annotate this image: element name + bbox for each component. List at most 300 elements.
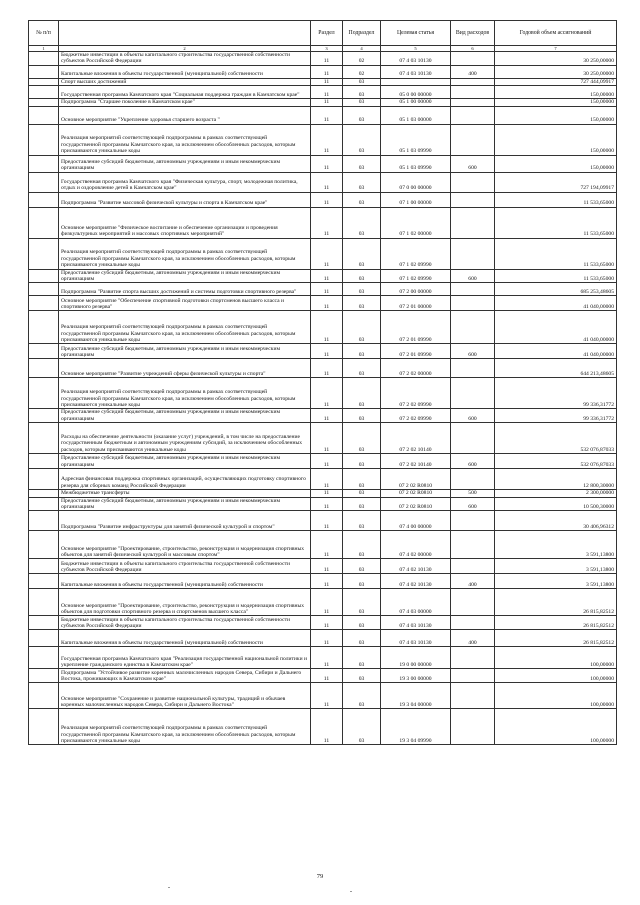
row-amount-cell: 26 815,82512 <box>495 589 617 616</box>
row-expense-type-cell <box>451 124 495 155</box>
table-row <box>29 616 617 630</box>
row-razdel-cell: 11 <box>311 683 343 709</box>
table-row <box>29 490 617 497</box>
row-name-cell: Бюджетные инвестиции в объекты капитального строительства государственной собственности субъектов Российской Федерации <box>59 616 311 630</box>
row-expense-type-cell <box>451 207 495 238</box>
table-row <box>29 423 617 454</box>
table-row <box>29 311 617 344</box>
row-name-cell: Основное мероприятие "Физическое воспитание и обеспечение организации и проведения физкультурных мероприятий и массовых спортивных мероприятий" <box>59 207 311 238</box>
row-name-cell: Предоставление субсидий бюджетным, автономным учреждениям и иным некоммерческим организациям <box>59 497 311 511</box>
table-row <box>29 124 617 155</box>
row-podrazdel-cell: 03 <box>343 423 381 454</box>
row-podrazdel-cell: 03 <box>343 616 381 630</box>
row-name-cell: Предоставление субсидий бюджетным, автономным учреждениям и иным некоммерческим организациям <box>59 344 311 359</box>
row-podrazdel-cell: 03 <box>343 86 381 99</box>
row-name-cell: Основное мероприятие "Развитие учреждений сферы физической культуры и спорта" <box>59 359 311 378</box>
column-number: 6 <box>451 46 495 52</box>
row-number-cell <box>29 124 59 155</box>
row-name-cell: Основное мероприятие "Проектирование, строительство, реконструкция и модернизация спортивных объектов для занятий физической культурой и массовым спортом" <box>59 531 311 559</box>
row-name-cell: Реализация мероприятий соответствующей подпрограммы в рамках соответствующей государственной программы Камчатского края, за исключением обособленных расходов, которым присваиваются уникальные коды <box>59 378 311 409</box>
row-expense-type-cell: 600 <box>451 155 495 172</box>
column-number: 2 <box>59 46 311 52</box>
row-expense-type-cell <box>451 172 495 192</box>
row-razdel-cell: 11 <box>311 709 343 745</box>
table-row <box>29 683 617 709</box>
row-razdel-cell: 11 <box>311 616 343 630</box>
table-row <box>29 192 617 207</box>
row-number-cell <box>29 423 59 454</box>
row-amount-cell: 41 040,00000 <box>495 296 617 311</box>
column-number: 1 <box>29 46 59 52</box>
row-name-cell: Спорт высших достижений <box>59 78 311 85</box>
row-razdel-cell: 11 <box>311 207 343 238</box>
row-number-cell <box>29 589 59 616</box>
row-number-cell <box>29 574 59 589</box>
row-target-article-cell: 05 1 03 09990 <box>381 124 451 155</box>
row-name-cell: Бюджетные инвестиции в объекты капитального строительства государственной собственности субъектов Российской Федерации <box>59 559 311 574</box>
row-amount-cell: 11 533,65000 <box>495 238 617 269</box>
row-number-cell <box>29 106 59 124</box>
row-target-article-cell: 07 2 02 00000 <box>381 359 451 378</box>
row-amount-cell: 3 591,13800 <box>495 574 617 589</box>
row-name-cell: Капитальные вложения в объекты государственной (муниципальной) собственности <box>59 65 311 78</box>
row-amount-cell: 100,00000 <box>495 669 617 683</box>
row-amount-cell: 100,00000 <box>495 709 617 745</box>
row-razdel-cell: 11 <box>311 155 343 172</box>
row-number-cell <box>29 192 59 207</box>
row-amount-cell: 41 040,00000 <box>495 311 617 344</box>
row-expense-type-cell <box>451 511 495 531</box>
row-name-cell: Реализация мероприятий соответствующей подпрограммы в рамках соответствующей государственной программы Камчатского края, за исключением обособленных расходов, которым присваиваются уникальные коды <box>59 709 311 745</box>
row-podrazdel-cell: 03 <box>343 409 381 423</box>
row-expense-type-cell <box>451 296 495 311</box>
row-razdel-cell: 11 <box>311 86 343 99</box>
row-expense-type-cell <box>451 359 495 378</box>
row-podrazdel-cell: 03 <box>343 511 381 531</box>
row-name-cell: Подпрограмма "Развитие массовой физической культуры и спорта в Камчатском крае" <box>59 192 311 207</box>
row-target-article-cell: 07 2 02 09990 <box>381 378 451 409</box>
row-number-cell <box>29 531 59 559</box>
row-amount-cell: 727 194,09917 <box>495 172 617 192</box>
table-row <box>29 283 617 296</box>
row-podrazdel-cell: 03 <box>343 669 381 683</box>
row-number-cell <box>29 65 59 78</box>
row-amount-cell: 11 533,65000 <box>495 269 617 283</box>
row-number-cell <box>29 269 59 283</box>
row-number-cell <box>29 378 59 409</box>
row-name-cell: Основное мероприятие "Проектирование, строительство, реконструкция и модернизация спортивных объектов для подготовки спортивного резерва и спортсменов высшего класса" <box>59 589 311 616</box>
row-expense-type-cell <box>451 283 495 296</box>
row-amount-cell: 150,00000 <box>495 86 617 99</box>
row-expense-type-cell <box>451 709 495 745</box>
row-podrazdel-cell: 02 <box>343 65 381 78</box>
row-razdel-cell: 11 <box>311 344 343 359</box>
row-number-cell <box>29 359 59 378</box>
row-target-article-cell: 05 0 00 00000 <box>381 86 451 99</box>
row-podrazdel-cell: 03 <box>343 283 381 296</box>
row-podrazdel-cell: 03 <box>343 630 381 647</box>
row-amount-cell: 150,00000 <box>495 99 617 106</box>
row-expense-type-cell: 600 <box>451 409 495 423</box>
row-razdel-cell: 11 <box>311 52 343 66</box>
row-amount-cell: 100,00000 <box>495 683 617 709</box>
row-podrazdel-cell: 03 <box>343 378 381 409</box>
row-name-cell: Государственная программа Камчатского края "Физическая культура, спорт, молодежная политика, отдых и оздоровление детей в Камчатском крае" <box>59 172 311 192</box>
row-name-cell: Государственная программа Камчатского края "Социальная поддержка граждан в Камчатском крае" <box>59 86 311 99</box>
row-razdel-cell: 11 <box>311 269 343 283</box>
row-target-article-cell: 19 3 04 00000 <box>381 683 451 709</box>
row-expense-type-cell <box>451 78 495 85</box>
row-podrazdel-cell: 03 <box>343 124 381 155</box>
row-razdel-cell: 11 <box>311 78 343 85</box>
row-number-cell <box>29 78 59 85</box>
row-target-article-cell: 07 4 03 00000 <box>381 589 451 616</box>
row-amount-cell: 2 300,00000 <box>495 490 617 497</box>
row-razdel-cell: 11 <box>311 559 343 574</box>
header-razdel: Раздел <box>311 21 343 46</box>
row-number-cell <box>29 469 59 490</box>
row-razdel-cell: 11 <box>311 490 343 497</box>
row-razdel-cell: 11 <box>311 311 343 344</box>
row-target-article-cell: 07 4 02 10130 <box>381 574 451 589</box>
row-number-cell <box>29 52 59 66</box>
row-target-article-cell: 05 1 03 09990 <box>381 155 451 172</box>
header-number: № п/п <box>29 21 59 46</box>
table-row <box>29 454 617 469</box>
row-expense-type-cell <box>451 647 495 669</box>
row-expense-type-cell <box>451 469 495 490</box>
table-row <box>29 207 617 238</box>
row-razdel-cell: 11 <box>311 65 343 78</box>
row-razdel-cell: 11 <box>311 647 343 669</box>
header-expense-type: Вид расходов <box>451 21 495 46</box>
row-target-article-cell: 07 4 03 10130 <box>381 52 451 66</box>
row-razdel-cell: 11 <box>311 423 343 454</box>
row-podrazdel-cell: 03 <box>343 559 381 574</box>
row-number-cell <box>29 409 59 423</box>
row-amount-cell: 644 213,48605 <box>495 359 617 378</box>
row-razdel-cell: 11 <box>311 511 343 531</box>
row-expense-type-cell <box>451 99 495 106</box>
table-row <box>29 378 617 409</box>
row-target-article-cell: 07 2 01 00000 <box>381 296 451 311</box>
row-podrazdel-cell: 03 <box>343 490 381 497</box>
table-row <box>29 78 617 85</box>
row-target-article-cell: 07 2 00 00000 <box>381 283 451 296</box>
row-name-cell: Предоставление субсидий бюджетным, автономным учреждениям и иным некоммерческим организациям <box>59 454 311 469</box>
row-amount-cell: 150,00000 <box>495 106 617 124</box>
row-expense-type-cell <box>451 589 495 616</box>
row-razdel-cell: 11 <box>311 469 343 490</box>
row-razdel-cell: 11 <box>311 283 343 296</box>
row-number-cell <box>29 490 59 497</box>
row-target-article-cell: 19 3 04 09990 <box>381 709 451 745</box>
row-number-cell <box>29 709 59 745</box>
row-target-article-cell: 19 3 00 00000 <box>381 669 451 683</box>
row-podrazdel-cell: 03 <box>343 497 381 511</box>
row-target-article-cell: 07 2 02 10140 <box>381 454 451 469</box>
row-name-cell: Предоставление субсидий бюджетным, автономным учреждениям и иным некоммерческим организациям <box>59 409 311 423</box>
row-number-cell <box>29 172 59 192</box>
row-target-article-cell <box>381 78 451 85</box>
table-row <box>29 630 617 647</box>
row-name-cell: Государственная программа Камчатского края "Реализация государственной национальной политики и укрепление гражданского единства в Камчатском крае" <box>59 647 311 669</box>
row-expense-type-cell: 600 <box>451 269 495 283</box>
row-podrazdel-cell: 03 <box>343 99 381 106</box>
row-razdel-cell: 11 <box>311 409 343 423</box>
table-row <box>29 589 617 616</box>
row-amount-cell: 100,00000 <box>495 647 617 669</box>
row-number-cell <box>29 155 59 172</box>
row-number-cell <box>29 238 59 269</box>
table-body <box>29 52 617 745</box>
row-name-cell: Капитальные вложения в объекты государственной (муниципальной) собственности <box>59 630 311 647</box>
row-expense-type-cell <box>451 669 495 683</box>
table-row <box>29 669 617 683</box>
header-name <box>59 21 311 46</box>
row-number-cell <box>29 511 59 531</box>
row-amount-cell: 727 444,09917 <box>495 78 617 85</box>
row-target-article-cell: 07 4 02 10130 <box>381 559 451 574</box>
row-expense-type-cell <box>451 238 495 269</box>
row-amount-cell: 12 800,30000 <box>495 469 617 490</box>
row-name-cell: Основное мероприятие "Сохранение и развитие национальной культуры, традиций и обычаев коренных малочисленных народов Севера, Сибири и Дальнего Востока" <box>59 683 311 709</box>
row-podrazdel-cell: 03 <box>343 647 381 669</box>
row-podrazdel-cell: 03 <box>343 311 381 344</box>
scan-speck <box>168 887 170 888</box>
row-number-cell <box>29 99 59 106</box>
table-row <box>29 238 617 269</box>
table-row <box>29 531 617 559</box>
row-target-article-cell: 07 4 03 10130 <box>381 65 451 78</box>
row-podrazdel-cell: 02 <box>343 52 381 66</box>
row-number-cell <box>29 454 59 469</box>
row-razdel-cell: 11 <box>311 497 343 511</box>
row-razdel-cell: 11 <box>311 238 343 269</box>
row-podrazdel-cell: 03 <box>343 207 381 238</box>
row-number-cell <box>29 559 59 574</box>
row-target-article-cell: 07 4 03 10130 <box>381 616 451 630</box>
row-razdel-cell: 11 <box>311 106 343 124</box>
row-amount-cell: 10 500,30000 <box>495 497 617 511</box>
row-target-article-cell: 07 2 02 09990 <box>381 409 451 423</box>
row-name-cell: Предоставление субсидий бюджетным, автономным учреждениям и иным некоммерческим организациям <box>59 155 311 172</box>
row-number-cell <box>29 207 59 238</box>
column-number: 5 <box>381 46 451 52</box>
row-amount-cell: 11 533,65000 <box>495 207 617 238</box>
row-target-article-cell: 07 1 00 00000 <box>381 192 451 207</box>
row-name-cell: Подпрограмма "Устойчивое развитие коренных малочисленных народов Севера, Сибири и Дальнего Востока, проживающих в Камчатском крае" <box>59 669 311 683</box>
row-name-cell: Бюджетные инвестиции в объекты капитального строительства государственной собственности субъектов Российской Федерации <box>59 52 311 66</box>
row-expense-type-cell <box>451 86 495 99</box>
row-amount-cell: 150,00000 <box>495 155 617 172</box>
row-expense-type-cell <box>451 52 495 66</box>
page-number: 79 <box>316 873 324 880</box>
table-row <box>29 469 617 490</box>
header-annual-amount: Годовой объем ассигнований <box>495 21 617 46</box>
header-podrazdel: Подраздел <box>343 21 381 46</box>
row-amount-cell: 30 406,96312 <box>495 511 617 531</box>
table-row <box>29 99 617 106</box>
row-podrazdel-cell: 03 <box>343 454 381 469</box>
row-amount-cell: 3 591,13800 <box>495 559 617 574</box>
row-amount-cell: 150,00000 <box>495 124 617 155</box>
row-razdel-cell: 11 <box>311 669 343 683</box>
row-podrazdel-cell: 03 <box>343 469 381 490</box>
row-expense-type-cell <box>451 531 495 559</box>
header-target-article: Целевая статья <box>381 21 451 46</box>
row-amount-cell: 30 250,00000 <box>495 65 617 78</box>
row-name-cell: Подпрограмма "Развитие инфраструктуры для занятий физической культурой и спортом" <box>59 511 311 531</box>
row-name-cell: Подпрограмма "Развитие спорта высших достижений и системы подготовки спортивного резерва" <box>59 283 311 296</box>
row-podrazdel-cell: 03 <box>343 296 381 311</box>
row-number-cell <box>29 296 59 311</box>
row-razdel-cell: 11 <box>311 531 343 559</box>
table-row <box>29 709 617 745</box>
row-razdel-cell: 11 <box>311 359 343 378</box>
row-target-article-cell: 07 1 02 09990 <box>381 238 451 269</box>
row-expense-type-cell: 500 <box>451 490 495 497</box>
row-target-article-cell: 07 1 02 00000 <box>381 207 451 238</box>
row-expense-type-cell <box>451 423 495 454</box>
row-number-cell <box>29 283 59 296</box>
row-podrazdel-cell: 03 <box>343 192 381 207</box>
column-number: 4 <box>343 46 381 52</box>
scan-speck <box>350 891 352 892</box>
row-podrazdel-cell: 03 <box>343 683 381 709</box>
row-razdel-cell: 11 <box>311 454 343 469</box>
row-target-article-cell: 07 4 00 00000 <box>381 511 451 531</box>
row-name-cell: Адресная финансовая поддержка спортивных организаций, осуществляющих подготовку спортивного резерва для сборных команд Российской Федерации <box>59 469 311 490</box>
row-target-article-cell: 07 2 01 09990 <box>381 344 451 359</box>
row-razdel-cell: 11 <box>311 296 343 311</box>
row-name-cell: Капитальные вложения в объекты государственной (муниципальной) собственности <box>59 574 311 589</box>
row-target-article-cell: 07 2 01 09990 <box>381 311 451 344</box>
row-podrazdel-cell: 03 <box>343 78 381 85</box>
row-amount-cell: 99 336,31772 <box>495 409 617 423</box>
row-number-cell <box>29 86 59 99</box>
row-name-cell: Основное мероприятие "Обеспечение спортивной подготовки спортсменов высшего класса и спортивного резерва" <box>59 296 311 311</box>
row-podrazdel-cell: 03 <box>343 589 381 616</box>
row-number-cell <box>29 616 59 630</box>
row-name-cell: Расходы на обеспечение деятельности (оказание услуг) учреждений, в том числе на предоставление государственным бюджетным и автономным учреждениям субсидий, за исключением обособленных расходов, которым присваиваются уникальные коды <box>59 423 311 454</box>
table-row <box>29 497 617 511</box>
row-razdel-cell: 11 <box>311 630 343 647</box>
row-razdel-cell: 11 <box>311 574 343 589</box>
row-name-cell: Межбюджетные трансферты <box>59 490 311 497</box>
budget-allocation-table <box>28 20 617 745</box>
row-amount-cell: 3 591,13800 <box>495 531 617 559</box>
row-podrazdel-cell: 03 <box>343 574 381 589</box>
row-razdel-cell: 11 <box>311 99 343 106</box>
row-razdel-cell: 11 <box>311 378 343 409</box>
row-podrazdel-cell: 03 <box>343 531 381 559</box>
row-target-article-cell: 07 2 02 R0810 <box>381 497 451 511</box>
row-target-article-cell: 05 1 03 00000 <box>381 106 451 124</box>
row-razdel-cell: 11 <box>311 124 343 155</box>
row-amount-cell: 11 533,65000 <box>495 192 617 207</box>
row-expense-type-cell <box>451 616 495 630</box>
row-target-article-cell: 07 2 02 10140 <box>381 423 451 454</box>
row-expense-type-cell <box>451 106 495 124</box>
row-name-cell: Реализация мероприятий соответствующей подпрограммы в рамках соответствующей государственной программы Камчатского края, за исключением обособленных расходов, которым присваиваются уникальные коды <box>59 124 311 155</box>
row-razdel-cell: 11 <box>311 172 343 192</box>
row-podrazdel-cell: 03 <box>343 106 381 124</box>
row-name-cell: Реализация мероприятий соответствующей подпрограммы в рамках соответствующей государственной программы Камчатского края, за исключением обособленных расходов, которым присваиваются уникальные коды <box>59 311 311 344</box>
table-row <box>29 52 617 66</box>
row-razdel-cell: 11 <box>311 589 343 616</box>
column-number: 7 <box>495 46 617 52</box>
row-amount-cell: 532 076,87033 <box>495 454 617 469</box>
row-expense-type-cell: 600 <box>451 344 495 359</box>
table-row <box>29 409 617 423</box>
table-row <box>29 574 617 589</box>
row-name-cell: Реализация мероприятий соответствующей подпрограммы в рамках соответствующей государственной программы Камчатского края, за исключением обособленных расходов, которым присваиваются уникальные коды <box>59 238 311 269</box>
row-amount-cell: 41 040,00000 <box>495 344 617 359</box>
row-number-cell <box>29 630 59 647</box>
row-target-article-cell: 05 1 00 00000 <box>381 99 451 106</box>
row-amount-cell: 30 250,00000 <box>495 52 617 66</box>
row-podrazdel-cell: 03 <box>343 269 381 283</box>
row-name-cell: Основное мероприятие "Укрепление здоровья старшего возраста " <box>59 106 311 124</box>
row-name-cell: Подпрограмма "Старшее поколение в Камчатском крае" <box>59 99 311 106</box>
row-podrazdel-cell: 03 <box>343 238 381 269</box>
row-expense-type-cell <box>451 192 495 207</box>
row-podrazdel-cell: 03 <box>343 172 381 192</box>
row-amount-cell: 26 815,82512 <box>495 616 617 630</box>
table-row <box>29 155 617 172</box>
table-row <box>29 86 617 99</box>
table-row <box>29 296 617 311</box>
table-row <box>29 559 617 574</box>
row-amount-cell: 99 336,31772 <box>495 378 617 409</box>
row-target-article-cell: 19 0 00 00000 <box>381 647 451 669</box>
table-row <box>29 647 617 669</box>
row-expense-type-cell: 400 <box>451 65 495 78</box>
table-row <box>29 269 617 283</box>
row-expense-type-cell <box>451 311 495 344</box>
row-number-cell <box>29 647 59 669</box>
row-podrazdel-cell: 03 <box>343 344 381 359</box>
row-number-cell <box>29 669 59 683</box>
row-number-cell <box>29 497 59 511</box>
column-number: 3 <box>311 46 343 52</box>
row-expense-type-cell <box>451 683 495 709</box>
row-expense-type-cell: 400 <box>451 630 495 647</box>
row-amount-cell: 685 253,48605 <box>495 283 617 296</box>
table-row <box>29 359 617 378</box>
row-target-article-cell: 07 0 00 00000 <box>381 172 451 192</box>
table-row <box>29 172 617 192</box>
row-target-article-cell: 07 1 02 09990 <box>381 269 451 283</box>
row-number-cell <box>29 683 59 709</box>
row-expense-type-cell <box>451 378 495 409</box>
budget-table-page <box>28 20 616 745</box>
row-podrazdel-cell: 03 <box>343 709 381 745</box>
row-expense-type-cell: 400 <box>451 574 495 589</box>
table-row <box>29 344 617 359</box>
row-target-article-cell: 07 2 02 R0810 <box>381 490 451 497</box>
row-amount-cell: 532 076,87033 <box>495 423 617 454</box>
row-number-cell <box>29 344 59 359</box>
row-podrazdel-cell: 03 <box>343 155 381 172</box>
row-expense-type-cell <box>451 559 495 574</box>
row-amount-cell: 26 815,82512 <box>495 630 617 647</box>
row-expense-type-cell: 600 <box>451 454 495 469</box>
row-podrazdel-cell: 03 <box>343 359 381 378</box>
row-name-cell: Предоставление субсидий бюджетным, автономным учреждениям и иным некоммерческим организациям <box>59 269 311 283</box>
row-number-cell <box>29 311 59 344</box>
